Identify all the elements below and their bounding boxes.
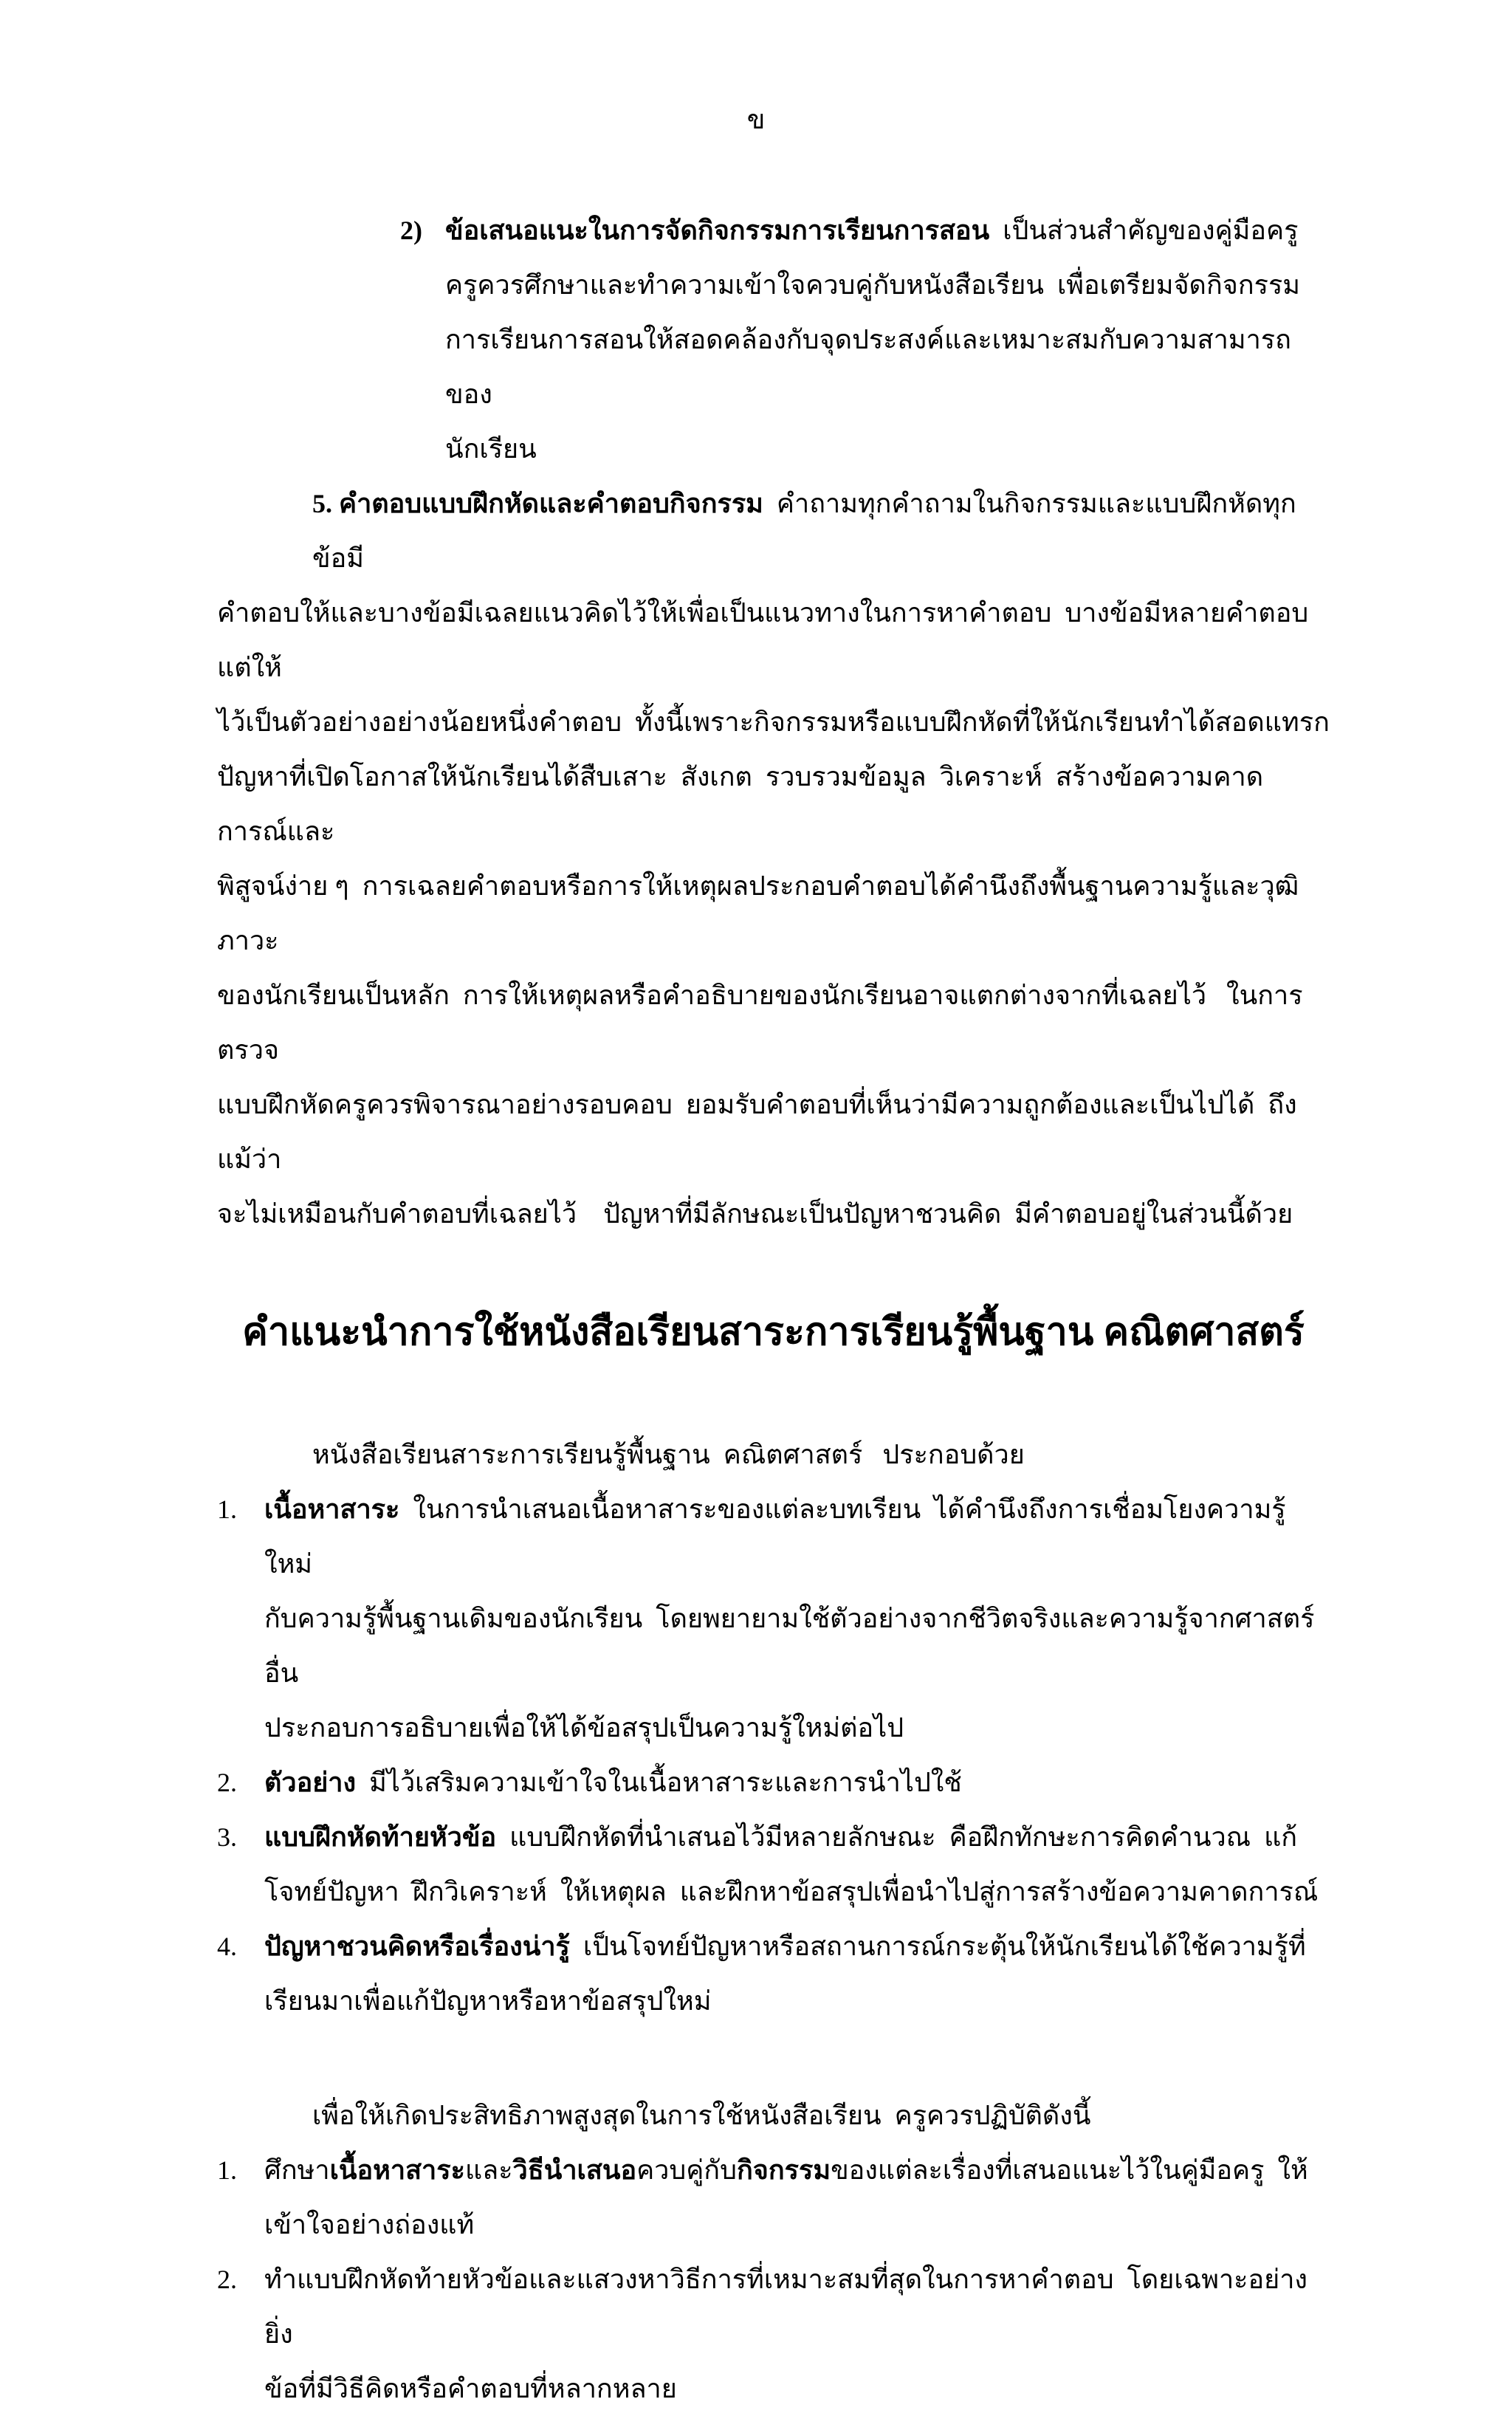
text-line: คำตอบให้และบางข้อมีเฉลยแนวคิดไว้ให้เพื่อเป็นแนวทางในการหาคำตอบ บางข้อมีหลายคำตอบแต่ให้ — [217, 598, 1309, 682]
text-line: เข้าใจอย่างถ่องแท้ — [264, 2210, 475, 2240]
text-line: พิสูจน์ง่าย ๆ การเฉลยคำตอบหรือการให้เหตุผลประกอบคำตอบได้คำนึงถึงพื้นฐานความรู้และวุฒิภาวะ — [217, 871, 1299, 955]
components-list — [217, 1482, 1330, 2028]
text-line — [445, 203, 1330, 258]
text-line: ประกอบการอธิบายเพื่อให้ได้ข้อสรุปเป็นความรู้ใหม่ต่อไป — [264, 1713, 904, 1743]
text-run: ควบคู่กับ — [636, 2155, 737, 2185]
list-item-number: 1. — [217, 2155, 237, 2185]
list-item — [217, 1810, 1330, 1919]
page-number: ข — [746, 105, 766, 134]
text-line: นักเรียน — [445, 434, 537, 464]
emphasis-method: วิธีนำเสนอ — [512, 2155, 637, 2185]
list-item-title: เนื้อหาสาระ — [264, 1494, 400, 1524]
teacher-guidance-intro: เพื่อให้เกิดประสิทธิภาพสูงสุดในการใช้หนังสือเรียน ครูควรปฏิบัติดังนี้ — [312, 2101, 1091, 2130]
text-line: ทำแบบฝึกหัดท้ายหัวข้อและแสวงหาวิธีการที่เหมาะสมที่สุดในการหาคำตอบ โดยเฉพาะอย่างยิ่ง — [264, 2265, 1307, 2349]
emphasis-activity: กิจกรรม — [736, 2155, 831, 2185]
list-item — [217, 1919, 1330, 2028]
text-run: ศึกษา — [264, 2155, 330, 2185]
list-item-number: 1. — [217, 1494, 237, 1524]
text-run: และ — [464, 2155, 513, 2185]
sub-item-teaching-suggestions — [217, 203, 1330, 476]
list-item — [217, 2252, 1330, 2416]
list-item-title: ปัญหาชวนคิดหรือเรื่องน่ารู้ — [264, 1932, 570, 1961]
text-line: จะไม่เหมือนกับคำตอบที่เฉลยไว้ ปัญหาที่มีลักษณะเป็นปัญหาชวนคิด มีคำตอบอยู่ในส่วนนี้ด้วย — [217, 1199, 1293, 1229]
text-line: เรียนมาเพื่อแก้ปัญหาหรือหาข้อสรุปใหม่ — [264, 1986, 712, 2016]
text-run: ในการนำเสนอเนื้อหาสาระของแต่ละบทเรียน ได้คำนึงถึงการเชื่อมโยงความรู้ใหม่ — [264, 1494, 1286, 1579]
section-5-title: 5. คำตอบแบบฝึกหัดและคำตอบกิจกรรม — [312, 489, 763, 518]
list-item-number: 3. — [217, 1822, 237, 1852]
text-line: ครูควรศึกษาและทำความเข้าใจควบคู่กับหนังสือเรียน เพื่อเตรียมจัดกิจกรรม — [445, 270, 1301, 300]
section-heading: คำแนะนำการใช้หนังสือเรียนสาระการเรียนรู้พื้นฐาน คณิตศาสตร์ — [242, 1311, 1305, 1353]
list-item — [217, 1755, 1330, 1810]
list-item-title: แบบฝึกหัดท้ายหัวข้อ — [264, 1822, 497, 1852]
text-line — [264, 1919, 1330, 1974]
emphasis-content: เนื้อหาสาระ — [329, 2155, 465, 2185]
list-item-number: 4. — [217, 1932, 237, 1961]
text-line — [264, 1810, 1330, 1864]
text-line: ข้อที่มีวิธีคิดหรือคำตอบที่หลากหลาย — [264, 2374, 677, 2403]
list-item — [217, 2143, 1330, 2252]
sub-item-number: 2) — [400, 216, 422, 245]
text-line: แบบฝึกหัดครูควรพิจารณาอย่างรอบคอบ ยอมรับคำตอบที่เห็นว่ามีความถูกต้องและเป็นไปได้ ถึงแม้ว่า — [217, 1090, 1297, 1174]
text-line: การเรียนการสอนให้สอดคล้องกับจุดประสงค์และเหมาะสมกับความสามารถของ — [445, 325, 1291, 409]
text-line — [217, 476, 1330, 586]
text-run: แบบฝึกหัดที่นำเสนอไว้มีหลายลักษณะ คือฝึกทักษะการคิดคำนวณ แก้ — [509, 1822, 1298, 1852]
list-item-number: 2. — [217, 1768, 237, 1797]
text-run: เป็นส่วนสำคัญของคู่มือครู — [1003, 216, 1299, 245]
section-5-answers — [217, 476, 1330, 1241]
text-line: ไว้เป็นตัวอย่างอย่างน้อยหนึ่งคำตอบ ทั้งนี้เพราะกิจกรรมหรือแบบฝึกหัดที่ให้นักเรียนทำได้สอดแทรก — [217, 707, 1330, 737]
teacher-guidance-list — [217, 2143, 1330, 2416]
text-line: โจทย์ปัญหา ฝึกวิเคราะห์ ให้เหตุผล และฝึกหาข้อสรุปเพื่อนำไปสู่การสร้างข้อความคาดการณ์ — [264, 1877, 1319, 1907]
text-run: คำถามทุกคำถามในกิจกรรมและแบบฝึกหัดทุกข้อมี — [312, 489, 1296, 573]
text-run: เป็นโจทย์ปัญหาหรือสถานการณ์กระตุ้นให้นักเรียนได้ใช้ความรู้ที่ — [583, 1932, 1306, 1961]
text-line — [264, 2143, 1330, 2197]
list-item-title: ตัวอย่าง — [264, 1768, 357, 1797]
list-item-number: 2. — [217, 2265, 237, 2294]
page-content — [217, 203, 1330, 2416]
text-line: ปัญหาที่เปิดโอกาสให้นักเรียนได้สืบเสาะ สังเกต รวบรวมข้อมูล วิเคราะห์ สร้างข้อความคาดการณ์และ — [217, 762, 1264, 846]
sub-item-title: ข้อเสนอแนะในการจัดกิจกรรมการเรียนการสอน — [445, 216, 990, 245]
list-item — [217, 1482, 1330, 1755]
text-run: มีไว้เสริมความเข้าใจในเนื้อหาสาระและการนำไปใช้ — [369, 1768, 962, 1797]
text-line — [264, 1482, 1330, 1591]
text-line: กับความรู้พื้นฐานเดิมของนักเรียน โดยพยายามใช้ตัวอย่างจากชีวิตจริงและความรู้จากศาสตร์อื่น — [264, 1604, 1315, 1688]
text-line — [264, 1755, 1330, 1810]
text-run: ของแต่ละเรื่องที่เสนอแนะไว้ในคู่มือครู ให้ — [831, 2155, 1308, 2185]
text-line: ของนักเรียนเป็นหลัก การให้เหตุผลหรือคำอธิบายของนักเรียนอาจแตกต่างจากที่เฉลยไว้ ในการตรวจ — [217, 981, 1303, 1065]
components-intro: หนังสือเรียนสาระการเรียนรู้พื้นฐาน คณิตศาสตร์ ประกอบด้วย — [312, 1440, 1025, 1469]
